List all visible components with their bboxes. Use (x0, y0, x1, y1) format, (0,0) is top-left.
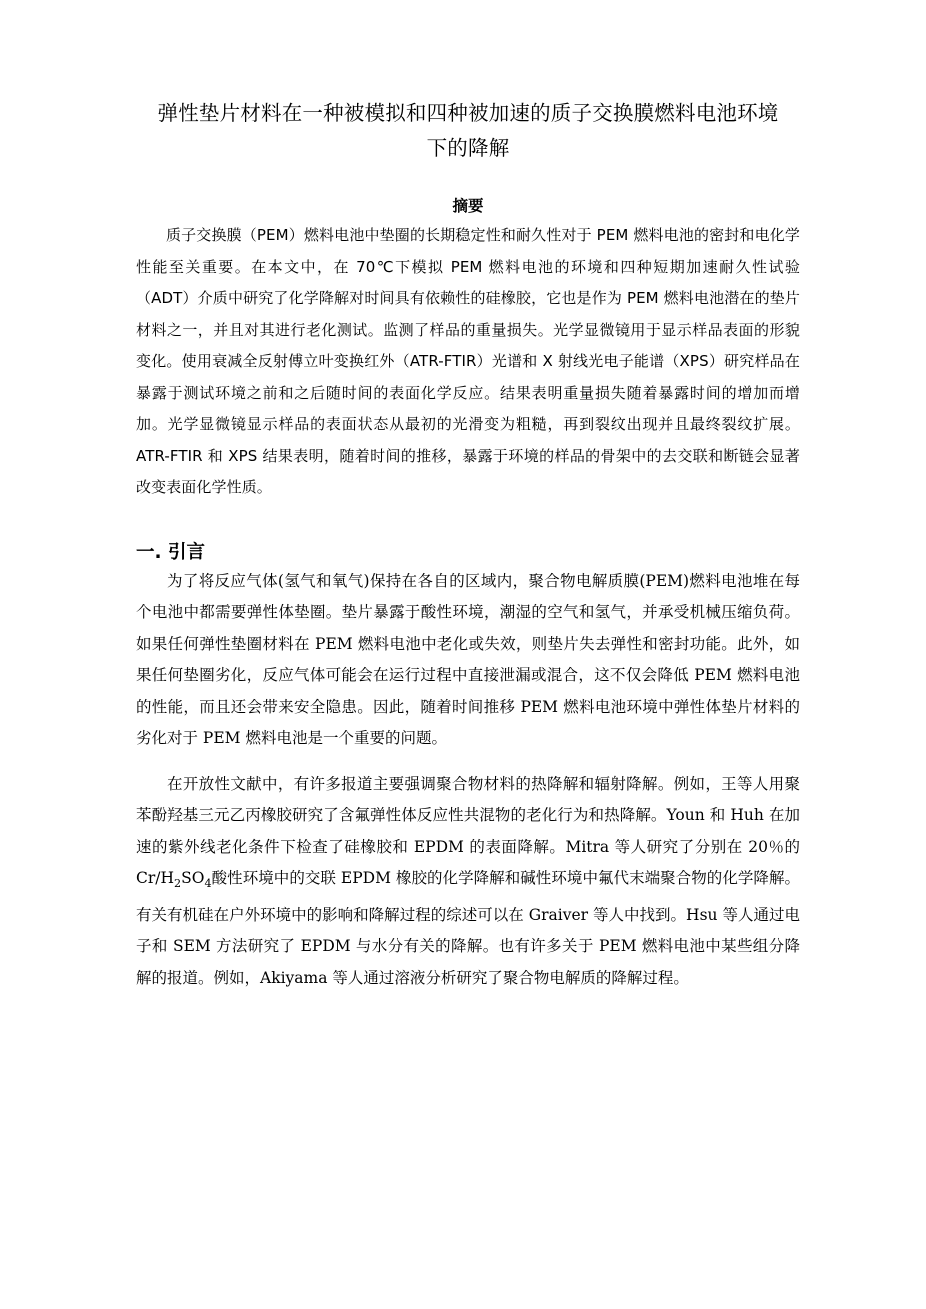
intro-p2-subscript-1: 2 (174, 877, 182, 891)
intro-p2-segment-2: SO (181, 869, 205, 887)
intro-p2-segment-1: 在开放性文献中，有许多报道主要强调聚合物材料的热降解和辐射降解。例如，王等人用聚苯酚羟基三元乙丙橡胶研究了含氟弹性体反应性共混物的老化行为和热降解。Youn 和 Huh 在加速的紫外线老化条件下检查了硅橡胶和 EPDM 的表面降解。Mitra 等人研究了分别在 20％的 Cr/H (136, 774, 800, 887)
intro-p2-subscript-2: 4 (204, 877, 212, 891)
section-heading-introduction: 一. 引言 (136, 541, 205, 563)
intro-p2-segment-3: 酸性环境中的交联 EPDM 橡胶的化学降解和碱性环境中氟代末端聚合物的化学降解。有关有机硅在户外环境中的影响和降解过程的综述可以在 Graiver 等人中找到。Hsu 等人通过电子和 SEM 方法研究了 EPDM 与水分有关的降解。也有许多关于 PEM 燃料电池中某些组分降解的报道。例如，Akiyama 等人通过溶液分析研究了聚合物电解质的降解过程。 (136, 869, 800, 987)
abstract-heading: 摘要 (452, 197, 484, 215)
introduction-paragraph-1: 为了将反应气体(氢气和氧气)保持在各自的区域内，聚合物电解质膜(PEM)燃料电池堆在每个电池中都需要弹性体垫圈。垫片暴露于酸性环境，潮湿的空气和氢气，并承受机械压缩负荷。如果任何弹性垫圈材料在 PEM 燃料电池中老化或失效，则垫片失去弹性和密封功能。此外，如果任何垫圈劣化，反应气体可能会在运行过程中直接泄漏或混合，这不仅会降低 PEM 燃料电池的性能，而且还会带来安全隐患。因此，随着时间推移 PEM 燃料电池环境中弹性体垫片材料的劣化对于 PEM 燃料电池是一个重要的问题。 (136, 571, 800, 747)
page-title: 弹性垫片材料在一种被模拟和四种被加速的质子交换膜燃料电池环境下的降解 (157, 101, 779, 160)
abstract-paragraph: 质子交换膜（PEM）燃料电池中垫圈的长期稳定性和耐久性对于 PEM 燃料电池的密封和电化学性能至关重要。在本文中，在 70℃下模拟 PEM 燃料电池的环境和四种短期加速耐久性试验（ADT）介质中研究了化学降解对时间具有依赖性的硅橡胶，它也是作为 PEM 燃料电池潜在的垫片材料之一，并且对其进行老化测试。监测了样品的重量损失。光学显微镜用于显示样品表面的形貌变化。使用衰减全反射傅立叶变换红外（ATR-FTIR）光谱和 X 射线光电子能谱（XPS）研究样品在暴露于测试环境之前和之后随时间的表面化学反应。结果表明重量损失随着暴露时间的增加而增加。光学显微镜显示样品的表面状态从最初的光滑变为粗糙，再到裂纹出现并且最终裂纹扩展。ATR-FTIR 和 XPS 结果表明，随着时间的推移，暴露于环境的样品的骨架中的去交联和断链会显著改变表面化学性质。 (136, 226, 800, 496)
page-content (136, 96, 800, 994)
introduction-paragraph-2 (136, 769, 800, 995)
